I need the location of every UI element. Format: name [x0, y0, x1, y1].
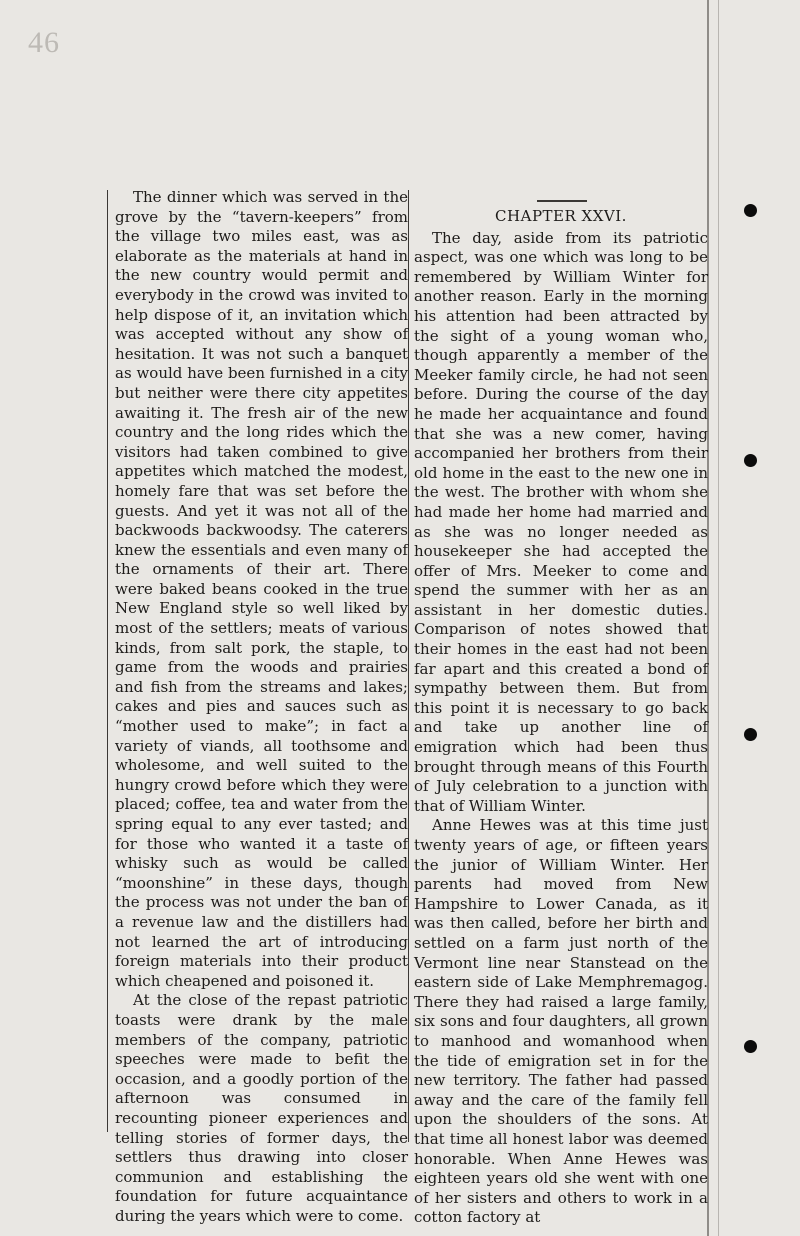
column-rule-left — [107, 190, 108, 1132]
left-paragraph-1: The dinner which was served in the grove by the “tavern-keepers” from the village two miles east, was as elaborate as the materials at hand in the new country would permit and everybody in the crowd was invited to help dispose of it, an invitation which was accepted without any show of hesitation. It was not such a banquet as would have been furnished in a city but neither were there city appetites awaiting it. The fresh air of the new country and the long rides which the visitors had taken combined to give appetites which matched the modest, homely fare that was set before the guests. And yet it was not all of the backwoods backwoodsy. The caterers knew the essentials and even many of the ornaments of their art. There were baked beans cooked in the true New England style so well liked by most of the settlers; meats of various kinds, from salt pork, the staple, to game from the woods and prairies and fish from the streams and lakes; cakes and pies and sauces such as “mother used to make”; in fact a variety of viands, all toothsome and wholesome, and well suited to the hungry crowd before which they were placed; coffee, tea and water from the spring equal to any ever tasted; and for those who wanted it a taste of whisky such as would be called “moonshine” in these days, though the process was not under the ban of a revenue law and the distillers had not learned the art of introducing foreign materials into their product which cheapened and poisoned it. — [115, 188, 408, 990]
left-paragraph-2: At the close of the repast patriotic toasts were drank by the male members of the company, patriotic speeches were made to befit the occasion, and a goodly portion of the afternoon was consumed in recounting pioneer experiences and telling stories of former days, the settlers thus drawing into closer communion and establishing the foundation for future acquaintance during the years which were to come. — [115, 991, 408, 1225]
binding-hole-icon — [744, 454, 757, 467]
left-column — [115, 188, 408, 1225]
right-column — [414, 195, 708, 1227]
right-paragraph-1: The day, aside from its patriotic aspect, was one which was long to be remembered by William Winter for another reason. Early in the morning his attention had been attracted by the sight of a young woman who, though apparently a member of the Meeker family circle, he had not seen before. During the course of the day he made her acquaintance and found that she was a new comer, having accompanied her brothers from their old home in the east to the new one in the west. The brother with whom she had made her home had married and as she was no longer needed as housekeeper she had accepted the offer of Mrs. Meeker to come and spend the summer with her as an assistant in her domestic duties. Comparison of notes showed that their homes in the east had not been far apart and this created a bond of sympathy between them. But from this point it is necessary to go back and take up another line of emigration which had been thus brought through means of this Fourth of July celebration to a junction with that of William Winter. — [414, 228, 708, 815]
page-number: 46 — [28, 26, 60, 59]
binding-hole-icon — [744, 728, 757, 741]
column-rule-middle — [408, 190, 409, 1142]
binding-hole-icon — [744, 1040, 757, 1053]
right-paragraph-2: Anne Hewes was at this time just twenty years of age, or fifteen years the junior of William Winter. Her parents had moved from New Hampshire to Lower Canada, as it was then called, before her birth and settled on a farm just north of the Vermont line near Stanstead on the eastern side of Lake Memphremagog. There they had raised a large family, six sons and four daughters, all grown to manhood and womanhood when the tide of emigration set in for the new territory. The father had passed away and the care of the family fell upon the shoulders of the sons. At that time all honest labor was deemed honorable. When Anne Hewes was eighteen years old she went with one of her sisters and others to work in a cotton factory at — [414, 816, 708, 1227]
binding-hole-icon — [744, 204, 757, 217]
chapter-heading: CHAPTER XXVI. — [495, 207, 627, 225]
page-edge-line-secondary — [718, 0, 719, 1236]
